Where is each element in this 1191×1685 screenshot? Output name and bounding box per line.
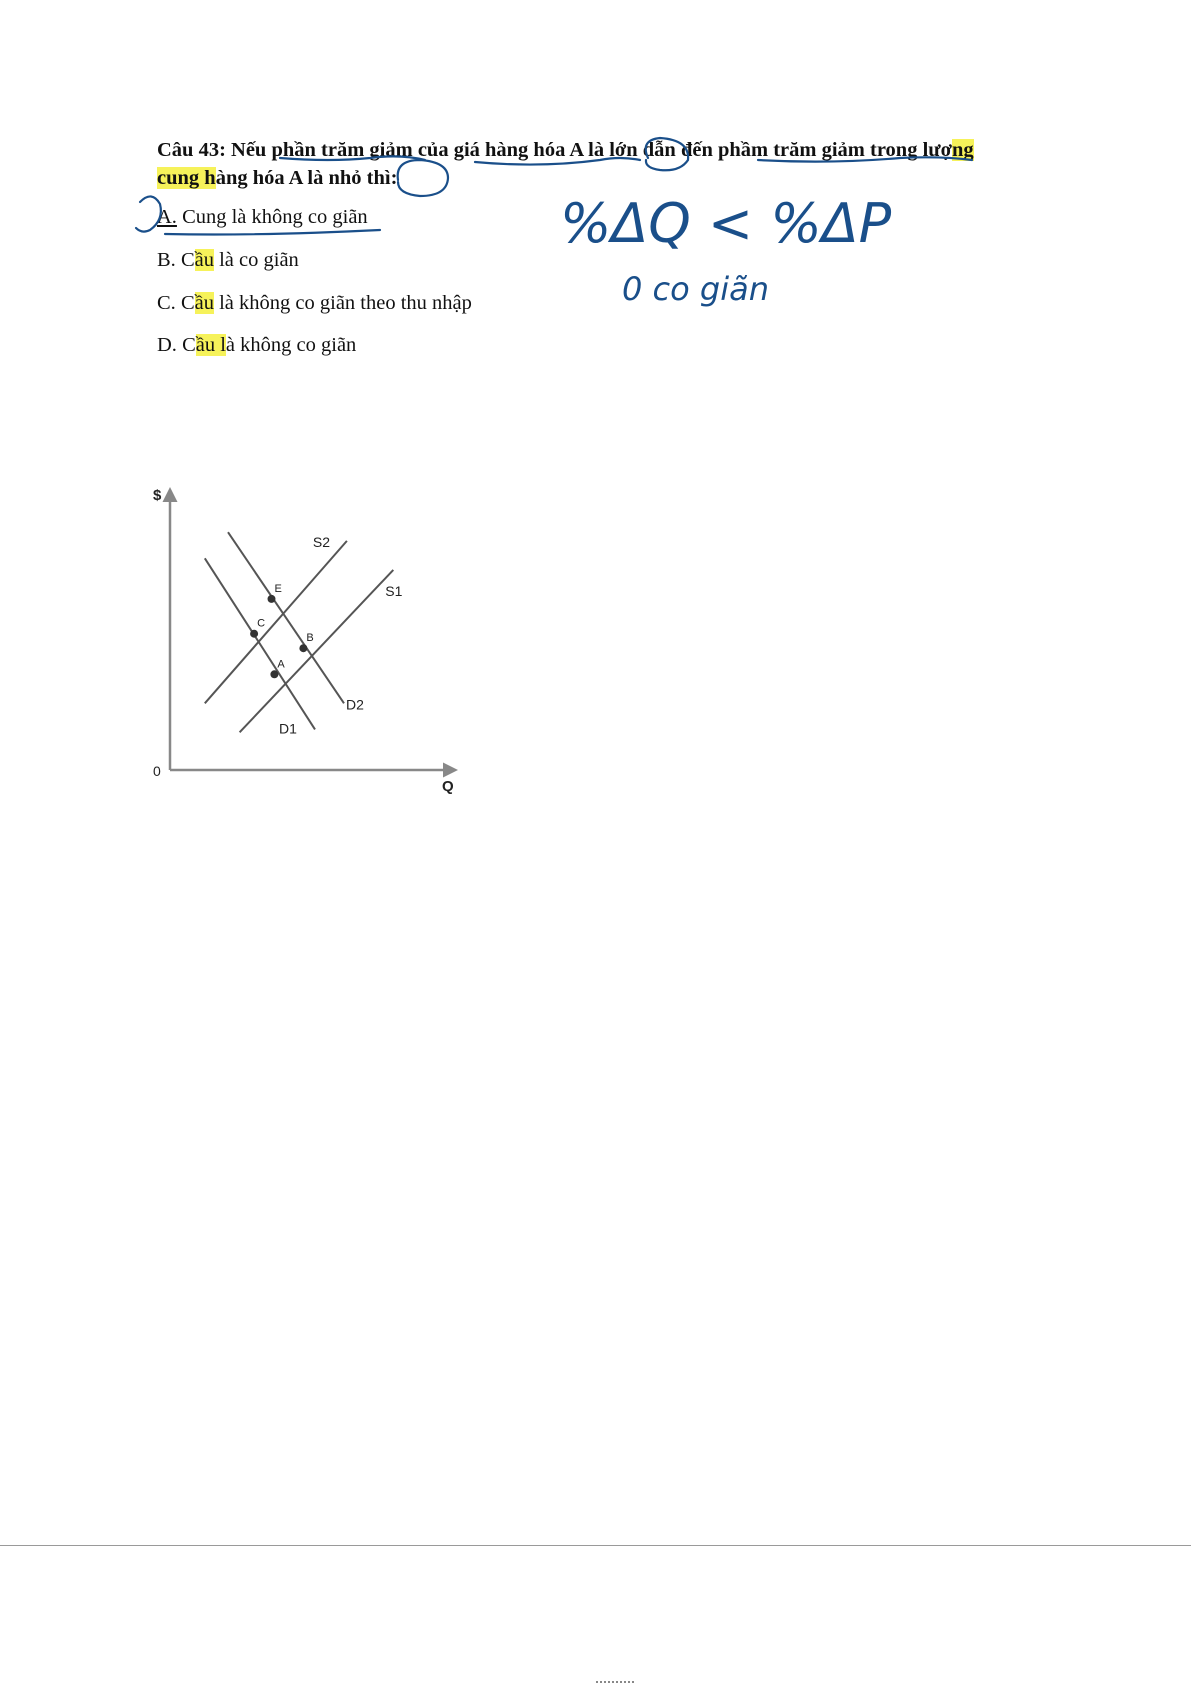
option-c-pre: C: [180, 292, 195, 314]
series-label-s2: S2: [312, 533, 331, 550]
option-a: [157, 205, 368, 229]
intersection-point-b: [299, 644, 307, 652]
option-c: [157, 291, 472, 315]
underline-option-a: [165, 230, 380, 235]
series-line-d2: [228, 532, 344, 703]
page-bottom-mark: [596, 1681, 634, 1683]
option-b-post: là co giãn: [213, 249, 299, 271]
option-b-pre: C: [180, 249, 195, 271]
intersection-point-c: [250, 630, 258, 638]
question-title-highlight: ng cung h: [157, 139, 974, 189]
option-d-pre: C: [182, 334, 196, 356]
option-b-highlight: ầu: [194, 249, 214, 271]
handwritten-note-1: %ΔQ < %ΔP: [560, 192, 892, 255]
page-footer-rule: [0, 1545, 1191, 1546]
intersection-label-e: E: [274, 582, 282, 595]
question-title-part-3: àng hóa A là nhỏ thì:: [215, 167, 398, 189]
question-title: [157, 136, 987, 192]
series-label-s1: S1: [385, 582, 403, 599]
question-title-part-1: Câu 43: Nếu phần trăm giảm của giá hàng hóa A là lớn dẫn đến phầm trăm giảm trong lượ: [157, 139, 952, 161]
option-a-text: Cung là không co giãn: [182, 206, 368, 228]
intersection-point-a: [270, 670, 278, 678]
option-d-post: à không co giãn: [225, 334, 357, 356]
series-line-d1: [205, 558, 315, 729]
intersection-label-a: A: [277, 658, 285, 671]
intersection-point-e: [268, 595, 276, 603]
series-label-d1: D1: [279, 720, 297, 737]
option-b-letter: B.: [157, 249, 176, 271]
handwritten-note-2: 0 co giãn: [622, 270, 769, 308]
series-label-d2: D2: [346, 696, 364, 713]
y-axis-label: $: [153, 487, 162, 504]
origin-label: 0: [153, 763, 161, 779]
intersection-label-c: C: [257, 617, 266, 630]
option-c-letter: C.: [157, 292, 176, 314]
option-d: [157, 333, 356, 357]
option-d-highlight: ầu l: [195, 334, 226, 356]
supply-demand-chart: [145, 480, 475, 800]
option-b: [157, 248, 299, 272]
option-a-letter: A.: [157, 206, 177, 228]
intersection-label-b: B: [306, 632, 314, 645]
series-line-s1: [240, 570, 394, 732]
series-line-s2: [205, 541, 347, 703]
option-c-highlight: ầu: [194, 292, 214, 314]
option-c-post: là không co giãn theo thu nhập: [213, 292, 472, 314]
option-d-letter: D.: [157, 334, 177, 356]
x-axis-label: Q: [442, 778, 454, 795]
